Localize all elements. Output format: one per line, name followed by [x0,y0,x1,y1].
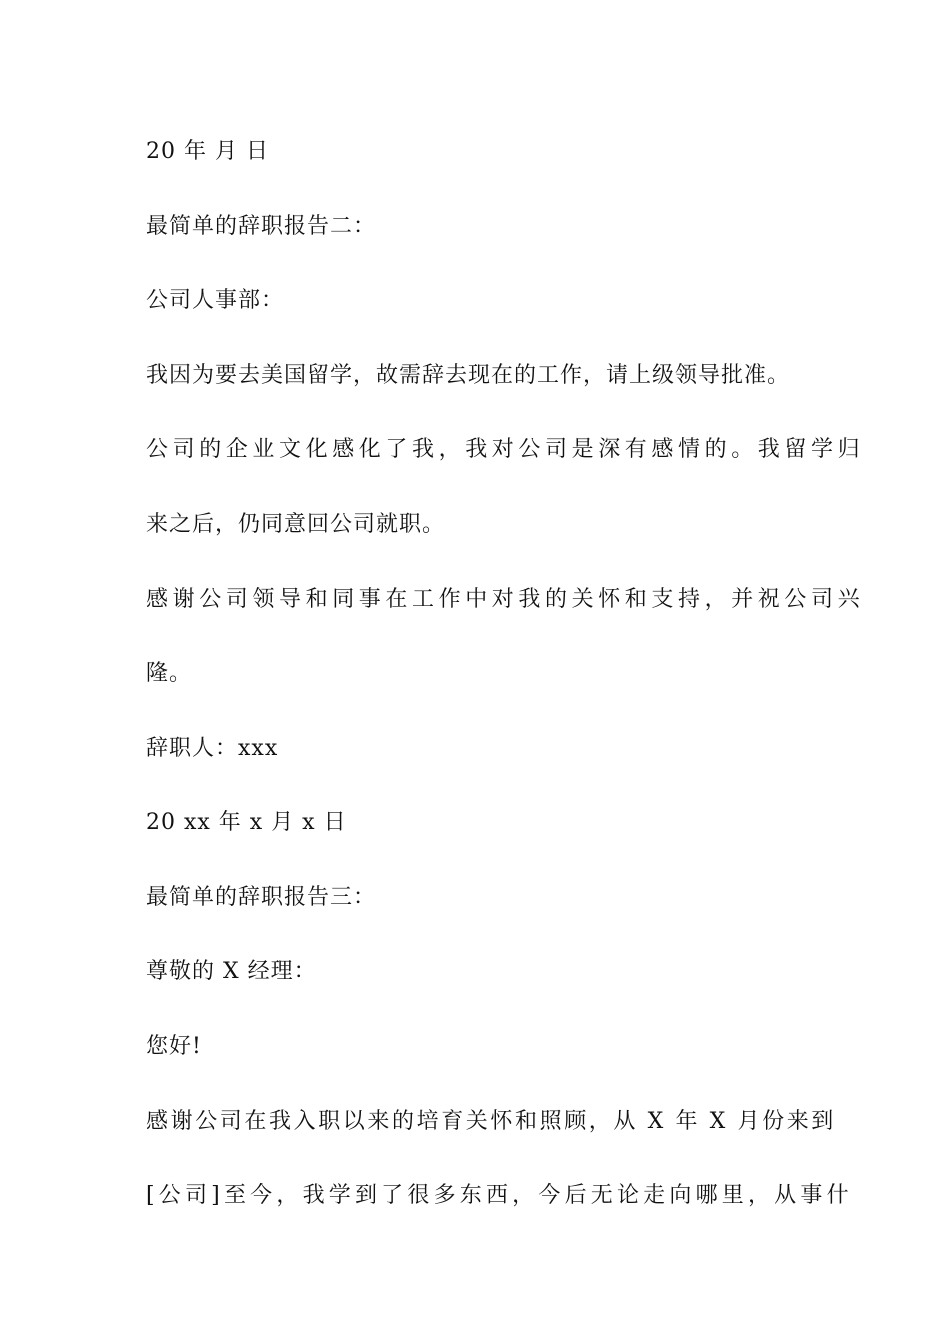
body-paragraph-line: 感谢公司在我入职以来的培育关怀和照顾，从 X 年 X 月份来到 [146,1109,836,1134]
signature-line: 辞职人：xxx [146,736,279,761]
body-paragraph-line: 隆。 [146,661,193,686]
recipient-line: 尊敬的 X 经理： [146,959,317,984]
body-paragraph-line: 感谢公司领导和同事在工作中对我的关怀和支持，并祝公司兴 [146,587,865,612]
date-line: 20 xx 年 x 月 x 日 [146,810,347,835]
date-line: 20 年 月 日 [146,139,269,164]
section-heading-2: 最简单的辞职报告二： [146,214,377,239]
section-heading-3: 最简单的辞职报告三： [146,885,377,910]
greeting-line: 您好! [146,1034,202,1059]
body-paragraph-line: 我因为要去美国留学，故需辞去现在的工作，请上级领导批准。 [146,363,791,388]
body-paragraph-line: [公司]至今，我学到了很多东西，今后无论走向哪里，从事什 [146,1183,853,1208]
body-paragraph-line: 公司的企业文化感化了我，我对公司是深有感情的。我留学归 [146,437,865,462]
recipient-line: 公司人事部： [146,288,285,313]
body-paragraph-line: 来之后，仍同意回公司就职。 [146,512,446,537]
